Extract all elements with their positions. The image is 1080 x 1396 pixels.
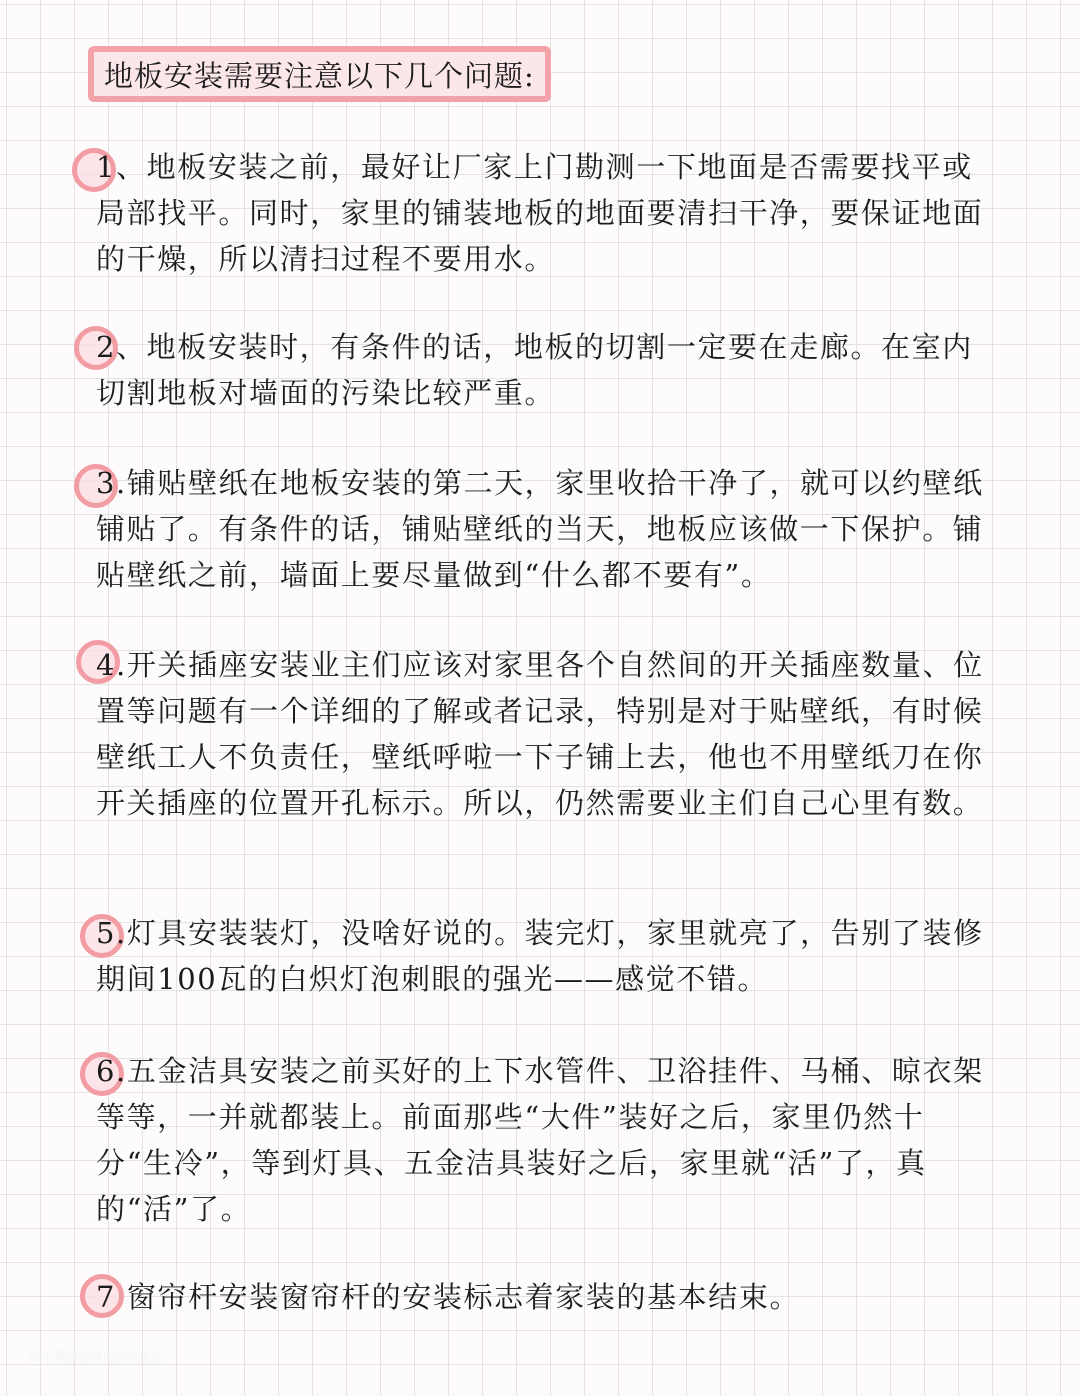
- watermark: 住小帮@田园美居体验店: [30, 1350, 163, 1364]
- tip-2: [96, 324, 996, 416]
- title-highlight-box: [88, 46, 551, 102]
- tip-4: [96, 642, 996, 826]
- tip-7: [96, 1274, 996, 1320]
- tip-5-text: 5.灯具安装装灯，没啥好说的。装完灯，家里就亮了，告别了装修期间100瓦的白炽灯泡刺眼的强光——感觉不错。: [96, 916, 984, 996]
- tip-2-text: 2、地板安装时，有条件的话，地板的切割一定要在走廊。在室内切割地板对墙面的污染比较严重。: [96, 330, 973, 410]
- tip-5: [96, 910, 996, 1002]
- tip-6-text: 6.五金洁具安装之前买好的上下水管件、卫浴挂件、马桶、晾衣架等等，一并就都装上。前面那些“大件”装好之后，家里仍然十分“生冷”，等到灯具、五金洁具装好之后，家里就“活”了，真的“活”了。: [96, 1054, 984, 1226]
- page-title: 地板安装需要注意以下几个问题:: [104, 58, 535, 93]
- tip-7-text: 7 窗帘杆安装窗帘杆的安装标志着家装的基本结束。: [96, 1280, 801, 1314]
- tip-6: [96, 1048, 996, 1232]
- tip-4-text: 4.开关插座安装业主们应该对家里各个自然间的开关插座数量、位置等问题有一个详细的了解或者记录，特别是对于贴壁纸，有时候壁纸工人不负责任，壁纸呼啦一下子铺上去，他也不用壁纸刀在你开关插座的位置开孔标示。所以，仍然需要业主们自己心里有数。: [96, 648, 984, 820]
- tip-3: [96, 460, 996, 598]
- tip-1-text: 1、地板安装之前，最好让厂家上门勘测一下地面是否需要找平或局部找平。同时，家里的铺装地板的地面要清扫干净，要保证地面的干燥，所以清扫过程不要用水。: [96, 150, 984, 276]
- tip-1: [96, 144, 996, 282]
- tip-3-text: 3.铺贴壁纸在地板安装的第二天，家里收拾干净了，就可以约壁纸铺贴了。有条件的话，铺贴壁纸的当天，地板应该做一下保护。铺贴壁纸之前，墙面上要尽量做到“什么都不要有”。: [96, 466, 984, 592]
